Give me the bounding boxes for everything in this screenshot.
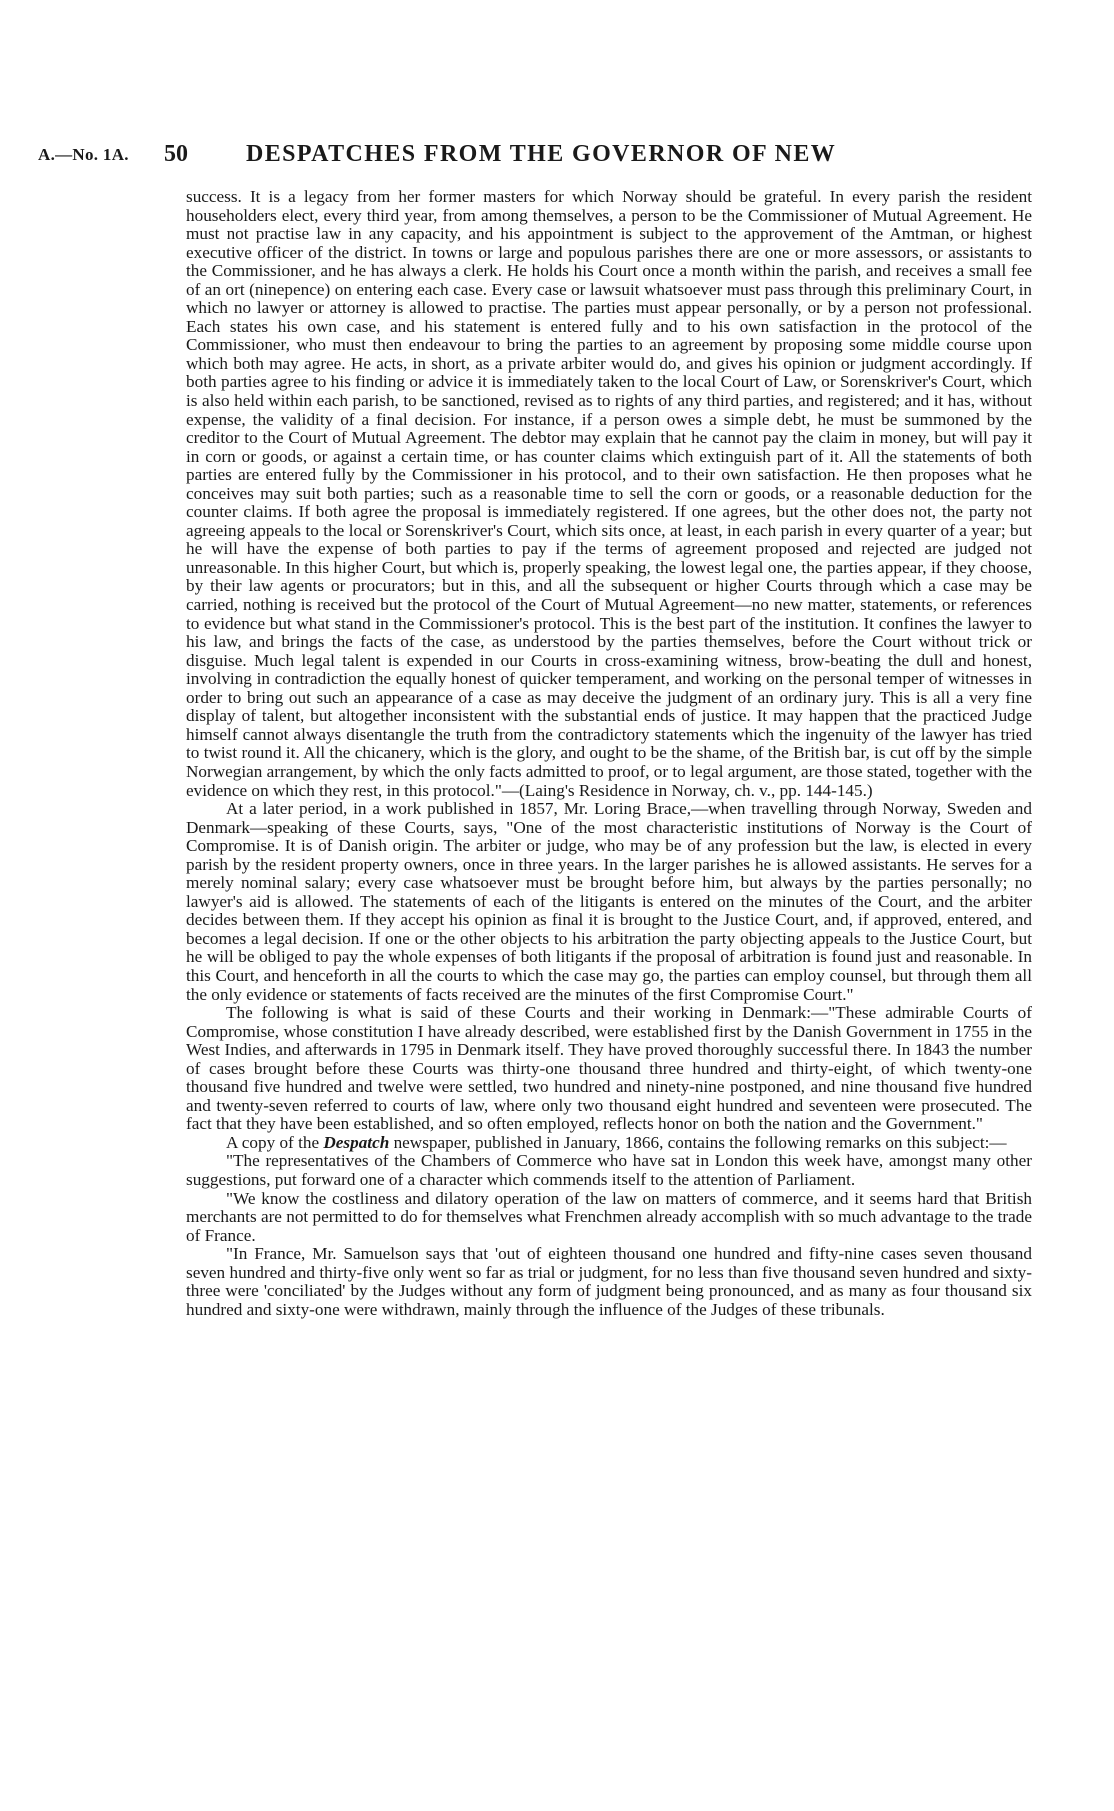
running-title: DESPATCHES FROM THE GOVERNOR OF NEW <box>246 141 837 167</box>
paragraph-chambers-of-commerce: "The representatives of the Chambers of Commerce who have sat in London this week have, amongst many other suggestions, put forward one of a character which commends itself to the attention of Parliament. <box>186 1151 1032 1189</box>
paragraph-costliness-of-law: "We know the costliness and dilatory operation of the law on matters of commerce, and it seems hard that British merchants are not permitted to do for themselves what Frenchmen already accomplish with so much advantage to the trade of France. <box>186 1188 1032 1245</box>
document-reference: A.—No. 1A. <box>38 145 129 164</box>
page-number: 50 <box>164 141 188 167</box>
paragraph-denmark-quote: The following is what is said of these Courts and their working in Denmark:—"These admirable Courts of Compromise, whose constitution I have already described, were established first by the Danish Government in 1755 in the West Indies, and afterwards in 1795 in Denmark itself. They have proved thoroughly successful there. In 1843 the number of cases brought before these Courts was thirty-one thousand three hundred and thirty-eight, of which twenty-one thousand five hundred and twelve were settled, two hundred and ninety-nine postponed, and nine thousand five hundred and twenty-seven referred to courts of law, where only two thousand eight hundred and seventeen were prosecuted. The fact that they have been established, and so often employed, reflects honor on both the nation and the Government." <box>186 1003 1032 1134</box>
paragraph-laing-quote: success. It is a legacy from her former masters for which Norway should be grateful. In every parish the resident householders elect, every third year, from among themselves, a person to be the Commissioner of Mutual Agreement. He must not practise law in any capacity, and his appointment is subject to the approvement of the Amtman, or highest executive officer of the district. In towns or large and populous parishes there are one or more assessors, or assistants to the Commissioner, and he has always a clerk. He holds his Court once a month within the parish, and receives a small fee of an ort (ninepence) on entering each case. Every case or lawsuit whatsoever must pass through this preliminary Court, in which no lawyer or attorney is allowed to practise. The parties must appear personally, or by a person not professional. Each states his own case, and his statement is entered fully and to his own satisfaction in the protocol of the Commissioner, who must then endeavour to bring the parties to an agreement by proposing some middle course upon which both may agree. He acts, in short, as a private arbiter would do, and gives his opinion or judgment accordingly. If both parties agree to his finding or advice it is immediately taken to the local Court of Law, or Sorenskriver's Court, which is also held within each parish, to be sanctioned, revised as to rights of any third parties, and registered; and it has, without expense, the validity of a final decision. For instance, if a person owes a simple debt, he must be summoned by the creditor to the Court of Mutual Agreement. The debtor may explain that he cannot pay the claim in money, but will pay it in corn or goods, or against a certain time, or has counter claims which extinguish part of it. All the statements of both parties are entered fully by the Commissioner in his protocol, and to their own satisfaction. He then proposes what he conceives may suit both parties; such as a reasonable time to sell the corn or goods, or a reasonable deduction for the counter claims. If both agree the proposal is immediately registered. If one agrees, but the other does not, the party not agreeing appeals to the local or Sorenskriver's Court, which sits once, at least, in each parish in every quarter of a year; but he will have the expense of both parties to pay if the terms of agreement proposed and rejected are judged not unreasonable. In this higher Court, but which is, properly speaking, the lowest legal one, the parties appear, if they choose, by their law agents or procurators; but in this, and all the subsequent or higher Courts through which a case may be carried, nothing is received but the protocol of the Court of Mutual Agreement—no new matter, statements, or references to evidence but what stand in the Commissioner's protocol. This is the best part of the institution. It confines the lawyer to his law, and brings the facts of the case, as understood by the parties themselves, before the Court without trick or disguise. Much legal talent is expended in our Courts in cross-examining witness, brow-beating the dull and honest, involving in contradiction the equally honest of quicker temperament, and working on the personal temper of witnesses in order to bring out such an appearance of a case as may deceive the judgment of an ordinary jury. This is all a very fine display of talent, but altogether inconsistent with the substantial ends of justice. It may happen that the practiced Judge himself cannot always disentangle the truth from the contradictory statements which the ingenuity of the lawyer has tried to twist round it. All the chicanery, which is the glory, and ought to be the shame, of the British bar, is cut off by the simple Norwegian arrangement, by which the only facts admitted to proof, or to legal argument, are those stated, together with the evidence on which they rest, in this protocol."—(Laing's Residence in Norway, ch. v., pp. 144-145.) <box>186 187 1032 800</box>
paragraph-despatch-intro <box>186 1134 1032 1153</box>
paragraph-brace-quote: At a later period, in a work published in 1857, Mr. Loring Brace,—when travelling through Norway, Sweden and Denmark—speaking of these Courts, says, "One of the most characteristic institutions of Norway is the Court of Compromise. It is of Danish origin. The arbiter or judge, who may be of any profession but the law, is elected in every parish by the resident property owners, once in three years. In the larger parishes he is allowed assistants. He serves for a merely nominal salary; every case whatsoever must be brought before him, but always by the parties personally; no lawyer's aid is allowed. The statements of each of the litigants is entered on the minutes of the Court, and the arbiter decides between them. If they accept his opinion as final it is brought to the Justice Court, and, if approved, entered, and becomes a legal decision. If one or the other objects to his arbitration the party objecting appeals to the Justice Court, but he will be obliged to pay the whole expenses of both litigants if the proposal of arbitration is found just and reasonable. In this Court, and henceforth in all the courts to which the case may go, the parties can employ counsel, but through them all the only evidence or statements of facts received are the minutes of the first Compromise Court." <box>186 799 1032 1004</box>
newspaper-name: Despatch <box>323 1132 390 1152</box>
page-header <box>38 141 1078 175</box>
body-text <box>186 188 1032 1319</box>
paragraph-despatch-intro-end: newspaper, published in January, 1866, contains the following remarks on this subject:— <box>389 1132 1007 1152</box>
paragraph-france-statistics: "In France, Mr. Samuelson says that 'out of eighteen thousand one hundred and fifty-nine cases seven thousand seven hundred and thirty-five only went so far as trial or judgment, for no less than five thousand seven hundred and sixty-three were 'conciliated' by the Judges without any form of judgment being pronounced, and as many as four thousand six hundred and sixty-one were withdrawn, mainly through the influence of the Judges of these tribunals. <box>186 1244 1032 1319</box>
paragraph-despatch-intro-start: A copy of the <box>226 1132 324 1152</box>
